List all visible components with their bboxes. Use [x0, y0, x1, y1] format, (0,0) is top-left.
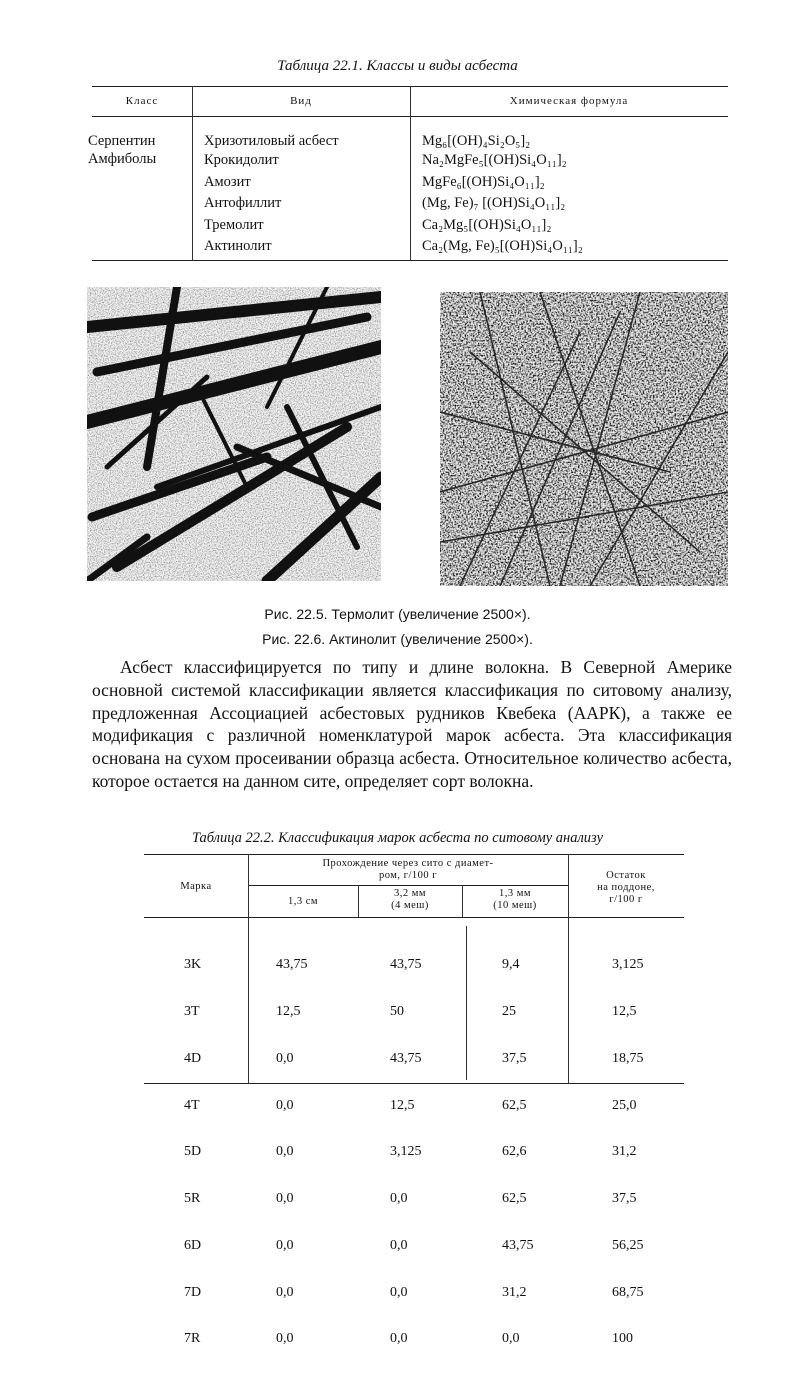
table1-header-formula: Химическая формула	[509, 95, 629, 107]
table1-header-kind: Вид	[290, 95, 312, 107]
table1-kind-2: Амозит	[204, 174, 251, 190]
table2-header-d2-2: (4 меш)	[391, 900, 429, 911]
table2-cell: 0,0	[390, 1331, 408, 1347]
table2-cell: 3,125	[390, 1144, 422, 1160]
table2-cell: 25,0	[612, 1097, 637, 1113]
table2-col-rest	[612, 926, 644, 1378]
table1-kind-0: Хризотиловый асбест	[204, 133, 339, 149]
figure-actinolite-image	[440, 292, 728, 586]
table2-cell: 5D	[184, 1144, 202, 1160]
table2-header-pass-2: ром, г/100 г	[378, 870, 438, 881]
table2-cell: 37,5	[502, 1050, 527, 1066]
table2-cell: 0,0	[276, 1191, 294, 1207]
table1-formula-4: Ca₂Mg₅[(OH)Si₄O₁₁]₂	[422, 217, 552, 233]
table2-caption: Таблица 22.2. Классификация марок асбеста по ситовому анализу	[191, 830, 604, 846]
table1-bottom-rule	[92, 260, 728, 261]
table1-formula-2: MgFe₆[(OH)Si₄O₁₁]₂	[422, 174, 545, 190]
table2-col-d1	[276, 926, 308, 1378]
table2-cell: 31,2	[612, 1144, 637, 1160]
table2-cell: 43,75	[502, 1237, 534, 1253]
table1-formula-3: (Mg, Fe)₇ [(OH)Si₄O₁₁]₂	[422, 195, 566, 211]
table2-cell: 3,125	[612, 957, 644, 973]
table2-cell: 43,75	[390, 957, 422, 973]
table1-divider-1	[192, 86, 193, 260]
table1-header-class: Класс	[125, 95, 159, 107]
table2-header-rule	[144, 917, 684, 918]
table2-header-d3-1: 1,3 мм	[498, 888, 532, 899]
table2-cell: 5R	[184, 1191, 201, 1207]
table1-kind-3: Антофиллит	[204, 195, 282, 211]
table2-cell: 25	[502, 1003, 516, 1019]
table2-cell: 62,5	[502, 1191, 527, 1207]
table1-formula-0: Mg₆[(OH)₄Si₂O₅]₂	[422, 133, 531, 149]
table2-cell: 4D	[184, 1050, 202, 1066]
table2-divider-1	[248, 854, 249, 1083]
table1-kind-1: Крокидолит	[204, 152, 279, 168]
figure-caption-2: Рис. 22.6. Актинолит (увеличение 2500×).	[262, 631, 533, 647]
table2-subheader-rule	[248, 885, 568, 886]
table1-class-0: Серпентин	[88, 133, 156, 149]
table1-class-1: Амфиболы	[88, 151, 157, 167]
table2-cell: 9,4	[502, 957, 520, 973]
table1-formula-1: Na₂MgFe₅[(OH)Si₄O₁₁]₂	[422, 152, 567, 168]
table2-cell: 0,0	[390, 1191, 408, 1207]
table2-cell: 0,0	[276, 1144, 294, 1160]
table2-cell: 62,5	[502, 1097, 527, 1113]
table2-cell: 0,0	[502, 1331, 520, 1347]
actinolite-micrograph	[440, 292, 728, 586]
table2-col-d3	[502, 926, 534, 1378]
table2-header-d3-2: (10 меш)	[493, 900, 537, 911]
table2-cell: 0,0	[276, 1050, 294, 1066]
table2-cell: 3K	[184, 957, 202, 973]
table2-header-rest-3: г/100 г	[609, 894, 643, 905]
table2-cell: 6D	[184, 1237, 202, 1253]
table2-col-mark	[184, 926, 201, 1378]
table1	[88, 86, 728, 262]
table2-cell: 0,0	[276, 1331, 294, 1347]
table1-formula-5: Ca₂(Mg, Fe)₅[(OH)Si₄O₁₁]₂	[422, 238, 583, 254]
table2-header-pass-1: Прохождение через сито с диамет-	[322, 858, 494, 869]
table2-cell: 12,5	[390, 1097, 415, 1113]
table2-col-d2	[390, 926, 422, 1378]
table2-header-d1: 1,3 см	[287, 896, 319, 907]
table2-top-rule	[144, 854, 684, 855]
table2	[144, 854, 684, 1347]
table2-cell: 68,75	[612, 1284, 644, 1300]
table1-kind-4: Тремолит	[204, 217, 264, 233]
table2-cell: 7R	[184, 1331, 201, 1347]
figure-tremolite-image	[87, 287, 381, 581]
table1-caption: Таблица 22.1. Классы и виды асбеста	[277, 58, 518, 74]
table2-cell: 4T	[184, 1097, 200, 1113]
table2-cell: 12,5	[612, 1003, 637, 1019]
table2-header-rest-2: на поддоне,	[597, 882, 655, 893]
table2-cell: 31,2	[502, 1284, 527, 1300]
table1-kind-5: Актинолит	[204, 238, 272, 254]
table2-cell: 0,0	[276, 1237, 294, 1253]
table2-cell: 3T	[184, 1003, 200, 1019]
table2-cell: 62,6	[502, 1144, 527, 1160]
figure-caption-1: Рис. 22.5. Термолит (увеличение 2500×).	[264, 606, 531, 622]
table2-cell: 43,75	[276, 957, 308, 973]
table2-cell: 56,25	[612, 1237, 644, 1253]
table2-cell: 37,5	[612, 1191, 637, 1207]
table1-divider-2	[410, 86, 411, 260]
table2-header-d2-1: 3,2 мм	[393, 888, 427, 899]
table2-divider-5	[466, 926, 467, 1080]
table2-cell: 43,75	[390, 1050, 422, 1066]
table2-cell: 0,0	[390, 1237, 408, 1253]
table2-cell: 100	[612, 1331, 633, 1347]
table2-header-rest-1: Остаток	[606, 870, 646, 881]
table2-header-mark: Марка	[180, 881, 212, 892]
table2-cell: 12,5	[276, 1003, 301, 1019]
tremolite-micrograph	[87, 287, 381, 581]
table2-cell: 18,75	[612, 1050, 644, 1066]
table2-cell: 0,0	[276, 1284, 294, 1300]
table2-cell: 50	[390, 1003, 404, 1019]
body-paragraph: Асбест классифицируется по типу и длине волокна. В Северной Америке основной системой классификации является классификация по ситовому анализу, предложенная Ассоциацией асбестовых рудников Квебека (ААРК), а также ее модификация с различной номенклатурой марок асбеста. Эта классификация основана на сухом просеивании образца асбеста. Относительное количество асбеста, которое остается на данном сите, определяет сорт волокна.	[92, 657, 732, 791]
table2-cell: 0,0	[276, 1097, 294, 1113]
table2-cell: 7D	[184, 1284, 202, 1300]
table2-cell: 0,0	[390, 1284, 408, 1300]
